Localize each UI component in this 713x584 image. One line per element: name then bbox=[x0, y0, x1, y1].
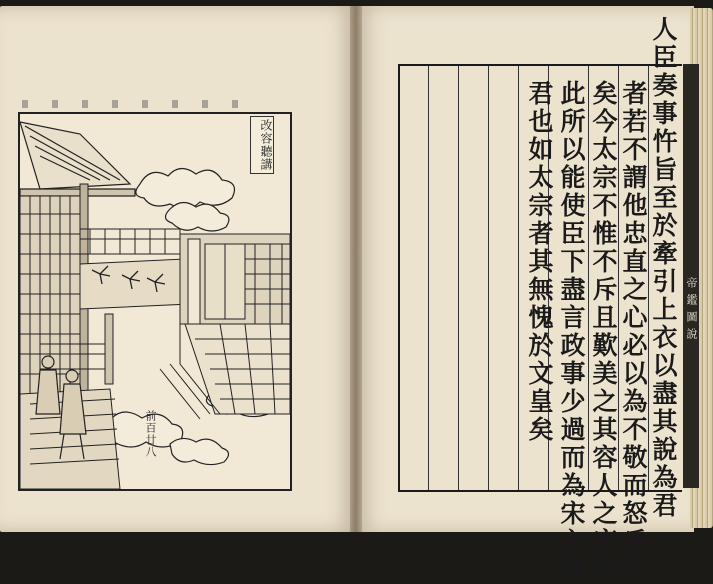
bleed-through-marks bbox=[22, 100, 252, 108]
margin-title: 帝鑑圖說 bbox=[683, 64, 699, 488]
column-rule bbox=[488, 66, 489, 490]
text-column-1: 人臣奏事忤旨至於牽引上衣以盡其說為君 bbox=[649, 16, 678, 520]
text-column-2: 者若不謂他忠直之心必以為不敬而怒斥之 bbox=[619, 80, 648, 584]
column-rule bbox=[518, 66, 519, 490]
leaf-number: 前百廿八 bbox=[144, 410, 157, 458]
text-column-3: 矣今太宗不惟不斥且歎美之其容人之度如 bbox=[589, 80, 618, 584]
text-column-5: 君也如太宗者其無愧於文皇矣 bbox=[525, 80, 554, 444]
column-rule bbox=[458, 66, 459, 490]
text-column-4: 此所以能使臣下盡言政事少過而為宋之賢 bbox=[557, 80, 586, 584]
book-gutter bbox=[350, 6, 362, 532]
column-rule bbox=[428, 66, 429, 490]
illustration-title: 改容聽講 bbox=[250, 116, 274, 174]
